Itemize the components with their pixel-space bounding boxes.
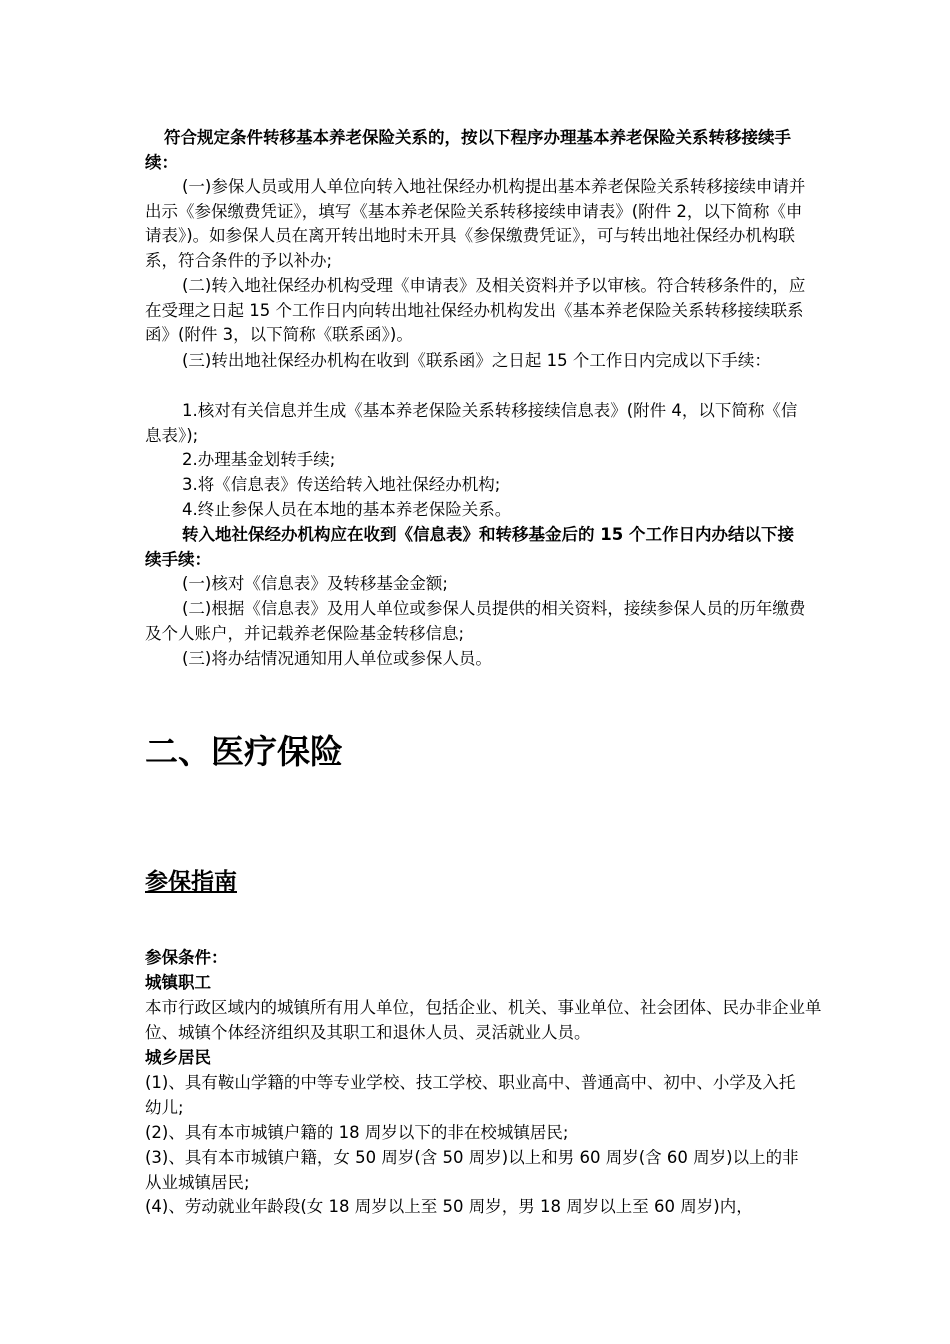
resident-condition-3: (3)、具有本市城镇户籍，女 50 周岁(含 50 周岁)以上和男 60 周岁(含 60 周岁)以上的非从业城镇居民; [145, 1148, 799, 1192]
pension-substep-3: 3.将《信息表》传送给转入地社保经办机构; [182, 475, 501, 494]
transfer-in-step-2: (二)根据《信息表》及用人单位或参保人员提供的相关资料，接续参保人员的历年缴费及个人账户，并记载养老保险基金转移信息; [145, 599, 806, 643]
pension-substep-2: 2.办理基金划转手续; [182, 450, 336, 469]
resident-condition-2: (2)、具有本市城镇户籍的 18 周岁以下的非在校城镇居民; [145, 1123, 569, 1142]
enrollment-guide-heading: 参保指南 [145, 869, 237, 895]
pension-step-2: (二)转入地社保经办机构受理《申请表》及相关资料并予以审核。符合转移条件的，应在受理之日起 15 个工作日内向转出地社保经办机构发出《基本养老保险关系转移接续联系函》(附件 3，以下简称《联系函》)。 [145, 276, 806, 345]
pension-step-3: (三)转出地社保经办机构在收到《联系函》之日起 15 个工作日内完成以下手续： [182, 351, 771, 370]
transfer-in-step-1: (一)核对《信息表》及转移基金金额; [182, 574, 448, 593]
transfer-in-step-3: (三)将办结情况通知用人单位或参保人员。 [182, 649, 492, 668]
pension-substep-4: 4.终止参保人员在本地的基本养老保险关系。 [182, 500, 512, 519]
resident-condition-1: (1)、具有鞍山学籍的中等专业学校、技工学校、职业高中、普通高中、初中、小学及入托幼儿; [145, 1073, 796, 1117]
conditions-label: 参保条件： [145, 948, 228, 967]
pension-transfer-intro: 符合规定条件转移基本养老保险关系的，按以下程序办理基本养老保险关系转移接续手续： [145, 128, 791, 172]
urban-workers-text: 本市行政区域内的城镇所有用人单位，包括企业、机关、事业单位、社会团体、民办非企业单位、城镇个体经济组织及其职工和退休人员、灵活就业人员。 [145, 998, 822, 1042]
transfer-in-intro: 转入地社保经办机构应在收到《信息表》和转移基金后的 15 个工作日内办结以下接续手续： [145, 525, 794, 569]
medical-insurance-heading: 二、医疗保险 [145, 732, 343, 771]
residents-label: 城乡居民 [145, 1048, 211, 1067]
pension-step-1: (一)参保人员或用人单位向转入地社保经办机构提出基本养老保险关系转移接续申请并出示《参保缴费凭证》，填写《基本养老保险关系转移接续申请表》(附件 2，以下简称《申请表》)。如参保人员在离开转出地时未开具《参保缴费凭证》，可与转出地社保经办机构联系，符合条件的予以补办; [145, 177, 806, 270]
resident-condition-4: (4)、劳动就业年龄段(女 18 周岁以上至 50 周岁，男 18 周岁以上至 60 周岁)内， [145, 1197, 753, 1216]
urban-workers-label: 城镇职工 [145, 973, 211, 992]
pension-substep-1: 1.核对有关信息并生成《基本养老保险关系转移接续信息表》(附件 4，以下简称《信息表》); [145, 401, 798, 445]
